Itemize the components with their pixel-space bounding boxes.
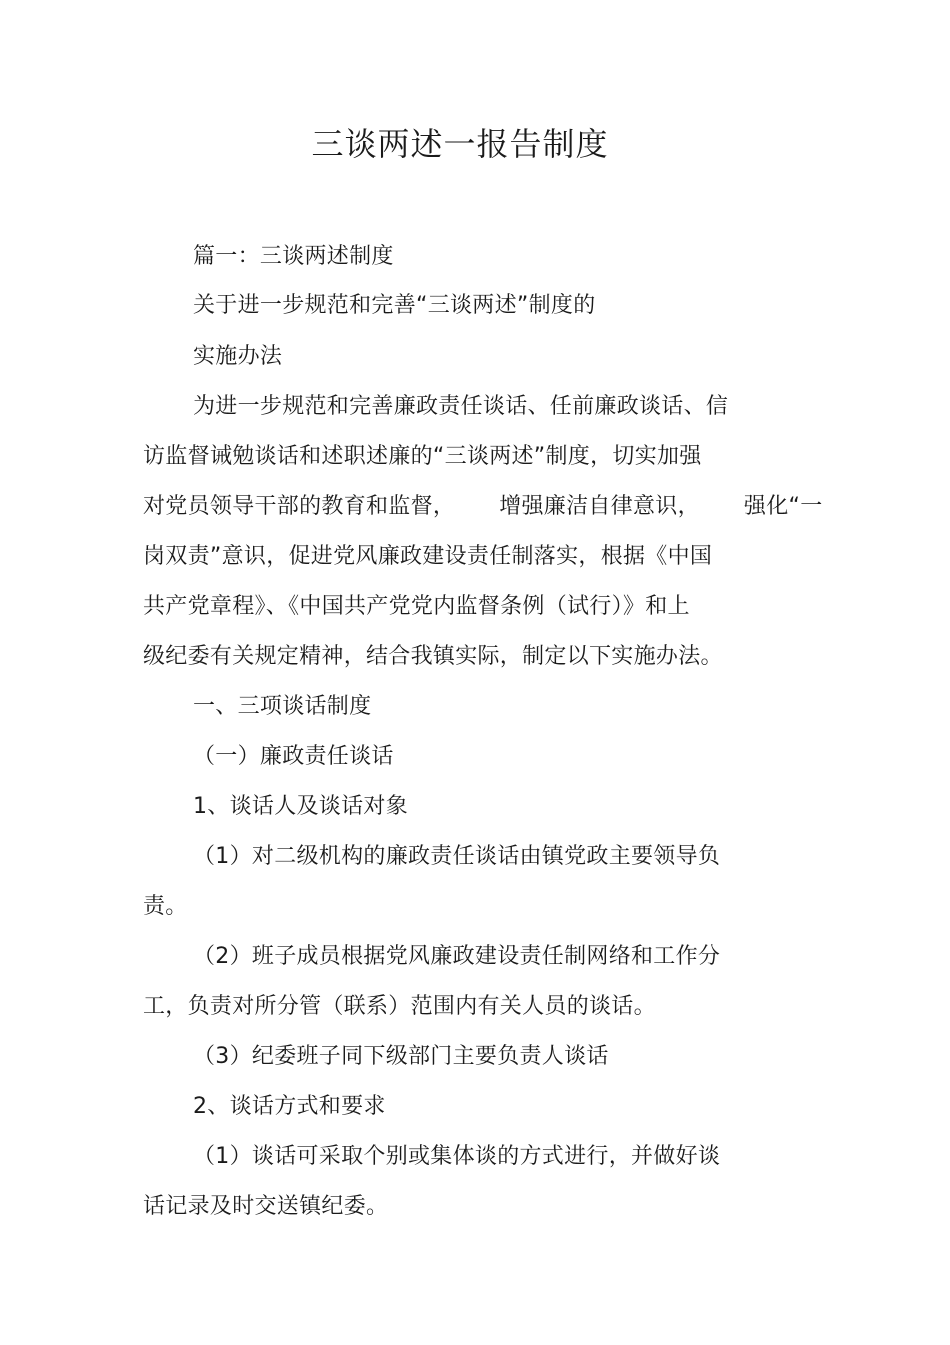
paragraph-segment: 对党员领导干部的教育和监督，	[143, 494, 456, 519]
paragraph-line: 级纪委有关规定精神，结合我镇实际，制定以下实施办法。	[143, 644, 723, 669]
section-heading: 一、三项谈话制度	[193, 694, 372, 719]
subsection-heading: （一）廉政责任谈话	[193, 744, 394, 769]
paragraph-line	[143, 492, 823, 522]
paragraph-line: 工，负责对所分管（联系）范围内有关人员的谈话。	[143, 994, 656, 1019]
paragraph-line: 共产党章程》、《中国共产党党内监督条例（试行）》和上	[143, 594, 690, 619]
document-title: 三谈两述一报告制度	[311, 125, 609, 163]
paragraph-line: （1）对二级机构的廉政责任谈话由镇党政主要领导负	[193, 844, 721, 869]
paragraph-line: 责。	[143, 894, 188, 919]
subtitle-line: 关于进一步规范和完善“三谈两述”制度的	[193, 293, 596, 318]
paragraph-line: （1）谈话可采取个别或集体谈的方式进行，并做好谈	[193, 1144, 721, 1169]
paragraph-line: 岗双责”意识，促进党风廉政建设责任制落实，根据《中国	[143, 544, 713, 569]
subtitle-line: 实施办法	[193, 344, 283, 369]
section-heading: 篇一：三谈两述制度	[193, 244, 394, 269]
paragraph-line: 为进一步规范和完善廉政责任谈话、任前廉政谈话、信	[193, 394, 729, 419]
paragraph-line: 访监督诫勉谈话和述职述廉的“三谈两述”制度，切实加强	[143, 444, 702, 469]
paragraph-line: 话记录及时交送镇纪委。	[143, 1194, 389, 1219]
paragraph-segment: 强化“一	[743, 494, 823, 519]
item-heading: 1、谈话人及谈话对象	[193, 794, 408, 819]
paragraph-line: （3）纪委班子同下级部门主要负责人谈话	[193, 1044, 609, 1069]
paragraph-line: （2）班子成员根据党风廉政建设责任制网络和工作分	[193, 944, 721, 969]
paragraph-segment: 增强廉洁自律意识，	[499, 494, 700, 519]
item-heading: 2、谈话方式和要求	[193, 1094, 386, 1119]
